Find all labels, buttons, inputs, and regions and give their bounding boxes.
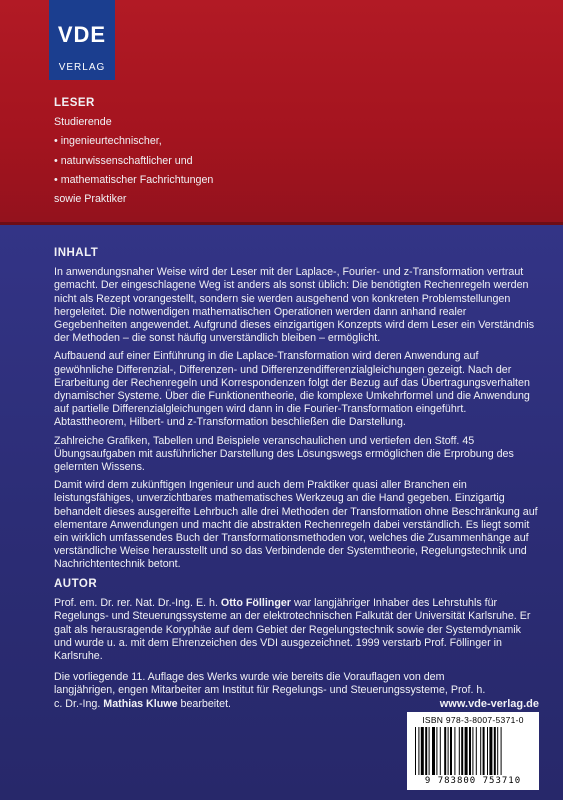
inhalt-section <box>54 247 539 577</box>
leser-section <box>54 97 539 212</box>
leser-heading: LESER <box>54 97 95 109</box>
logo-sub: VERLAG <box>58 62 106 73</box>
logo-brand: VDE <box>57 22 107 47</box>
autor-heading: AUTOR <box>54 578 98 590</box>
inhalt-paragraph: Zahlreiche Grafiken, Tabellen und Beispiele veranschaulichen und vertiefen den Stoff. 45 Übungsaufgaben mit ausführlicher Darstellung des Lösungswegs ermöglichen die Erprobung des gelernten Wissens. <box>54 434 514 474</box>
leser-line: Studierende <box>54 116 112 129</box>
autor-text: Die vorliegende 11. Auflage des Werks wurde wie bereits die Vorauflagen von dem langjährigen, engen Mitarbeiter am Institut für Regelungs- und Steuerungssysteme, Prof. h. c. Dr.-Ing. <box>54 671 486 710</box>
autor-paragraph-2 <box>54 671 494 711</box>
editor-name: Mathias Kluwe <box>103 697 178 710</box>
autor-text: Prof. em. Dr. rer. Nat. Dr.-Ing. E. h. <box>54 597 221 610</box>
isbn-text: ISBN 978-3-8007-5371-0 <box>422 715 524 725</box>
leser-line: • ingenieurtechnischer, <box>54 135 162 148</box>
inhalt-paragraph: Damit wird dem zukünftigen Ingenieur und auch dem Praktiker quasi aller Branchen ein leistungsfähiges, unverzichtbares mathematisches Werkzeug an die Hand gegeben. Einzigartig behandelt dieses ausgereifte Lehrbuch alle drei Methoden der Transformation ohne Beschränkung auf elementare Anwendungen und macht die abstrakten Rechenregeln dabei verständlich. Es liegt somit ein wirklich umfassendes Buch der Transformationsmethoden vor, welches die Zusammenhänge auf verständliche Weise herausstellt und so das Verbindende der Systemtheorie, Regelungstechnik und Nachrichtentechnik betont. <box>54 479 538 571</box>
leser-line: • mathematischer Fachrichtungen <box>54 173 214 186</box>
inhalt-heading: INHALT <box>54 247 99 259</box>
publisher-url: www.vde-verlag.de <box>439 698 539 710</box>
autor-text: war langjähriger Inhaber des Lehrstuhls für Regelungs- und Steuerungssysteme an der elektrotechnischen Falkutät der Universität Karlsruhe. Er galt als herausragende Koryphäe auf dem Gebiet der Regelungstechnik sowie der Systemdynamik und wurde u. a. mit dem Ehrenzeichen des VDI ausgezeichnet. 1999 verstarb Prof. Föllinger in Karlsruhe. <box>54 597 531 663</box>
inhalt-paragraph: In anwendungsnaher Weise wird der Leser mit der Laplace-, Fourier- und z-Transformation vertraut gemacht. Der eingeschlagene Weg ist anders als sonst üblich: Die benötigten Rechenregeln werden nicht als Rezept vorangestellt, sondern sie werden ausgehend von konkreten Problemstellungen hergeleitet. Die notwendigen mathematischen Operationen werden dann anhand realer Gegebenheiten angewendet. Aufgrund dieses einzigartigen Konzepts wird dem Leser ein Verständnis der Methoden – die sonst häufig unverständlich bleiben – ermöglicht. <box>54 266 535 345</box>
barcode-number: 9 783800 753710 <box>424 776 522 786</box>
autor-paragraph-1 <box>54 597 539 663</box>
autor-text: bearbeitet. <box>177 697 232 710</box>
barcode-icon <box>415 727 531 775</box>
vde-verlag-logo <box>49 0 115 80</box>
barcode-box <box>407 712 539 790</box>
leser-line: • naturwissenschaftlicher und <box>54 154 193 167</box>
inhalt-paragraph: Aufbauend auf einer Einführung in die Laplace-Transformation wird deren Anwendung auf gewöhnliche Differenzial-, Differenzen- und Differenzendifferenzialgleichungen gezeigt. Nach der Erarbeitung der Rechenregeln und Korrespondenzen folgt der Bezug auf das Übertragungsverhalten dynamischer Systeme. Über die Funktionentheorie, die komplexe Umkehrformel und die Anwendung auf partielle Differenzialgleichungen wird dann in die Fourier-Transformation eingeführt. Abtasttheorem, Hilbert- und z-Transformation beschließen die Darstellung. <box>54 350 530 429</box>
author-name: Otto Föllinger <box>220 597 291 610</box>
leser-line: sowie Praktiker <box>54 193 127 206</box>
